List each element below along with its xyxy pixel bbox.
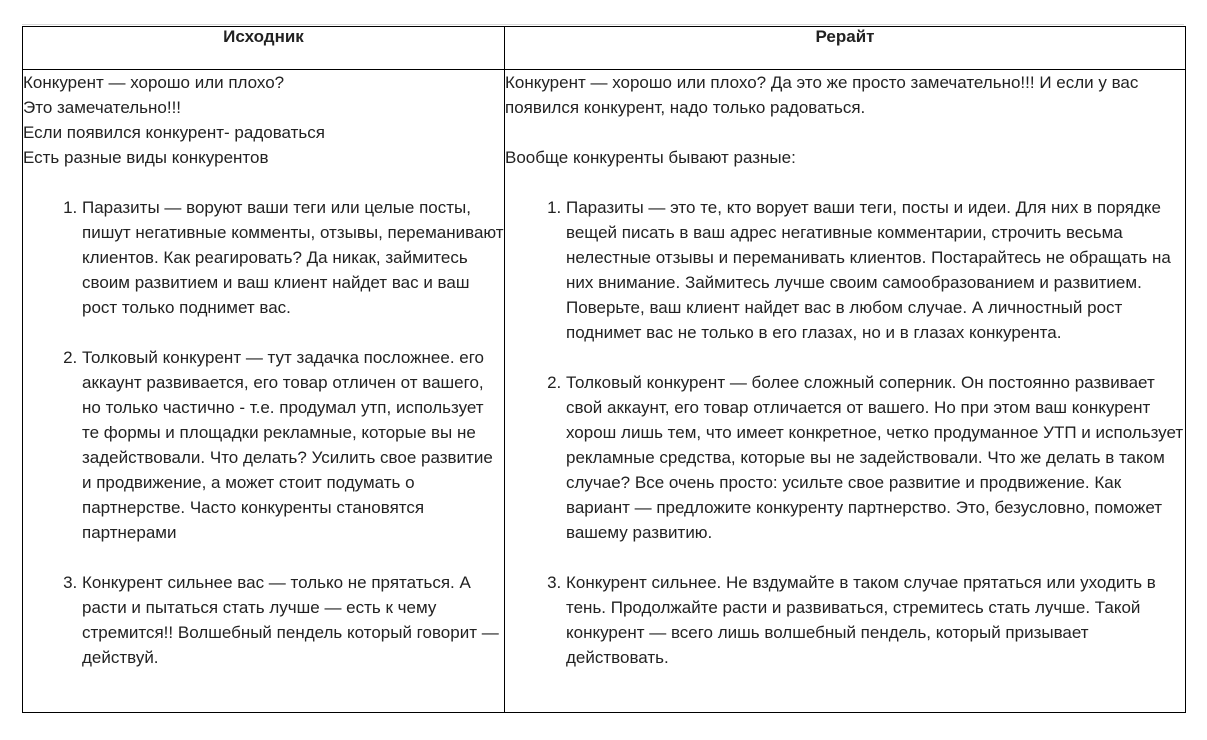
rewrite-cell: [505, 70, 1186, 713]
original-cell: [23, 70, 505, 713]
top-divider: [22, 24, 1184, 25]
original-list: [23, 195, 504, 670]
rewrite-list: [505, 195, 1185, 670]
original-intro-line: Это замечательно!!!: [23, 98, 182, 117]
header-row: [23, 27, 1186, 70]
original-list-item: 2. Толковый конкурент — тут задачка посложнее. его аккаунт развивается, его товар отличен от вашего, но только частично - т.е. продумал утп, использует те формы и площадки рекламные, которые вы не задействовали. Что делать? Усилить свое развитие и продвижение, а может стоит подумать о партнерстве. Часто конкуренты становятся партнерами: [82, 345, 504, 545]
original-intro: [23, 70, 504, 170]
header-rewrite: Рерайт: [505, 27, 1186, 70]
header-original: Исходник: [23, 27, 505, 70]
original-list-item: 3. Конкурент сильнее вас — только не прятаться. А расти и пытаться стать лучше — есть к чему стремится!! Волшебный пендель который говорит — действуй.: [82, 570, 504, 670]
original-intro-line: Если появился конкурент- радоваться: [23, 123, 325, 142]
rewrite-list-item: 1. Паразиты — это те, кто ворует ваши теги, посты и идеи. Для них в порядке вещей писать в ваш адрес негативные комментарии, строчить весьма нелестные отзывы и переманивать клиентов. Постарайтесь не обращать на них внимание. Займитесь лучше своим самообразованием и развитием. Поверьте, ваш клиент найдет вас в любом случае. А личностный рост поднимет вас не только в его глазах, но и в глазах конкурента.: [566, 195, 1185, 345]
rewrite-intro-paragraph: Конкурент — хорошо или плохо? Да это же просто замечательно!!! И если у вас появился конкурент, надо только радоваться.: [505, 73, 1139, 117]
original-list-item: 1. Паразиты — воруют ваши теги или целые посты, пишут негативные комменты, отзывы, переманивают клиентов. Как реагировать? Да никак, займитесь своим развитием и ваш клиент найдет вас и ваш рост только поднимет вас.: [82, 195, 504, 320]
rewrite-list-item: 2. Толковый конкурент — более сложный соперник. Он постоянно развивает свой аккаунт, его товар отличается от вашего. Но при этом ваш конкурент хорош лишь тем, что имеет конкретное, четко продуманное УТП и использует рекламные средства, которые вы не задействовали. Что же делать в таком случае? Все очень просто: усильте свое развитие и продвижение. Как вариант — предложите конкуренту партнерство. Это, безусловно, поможет вашему развитию.: [566, 370, 1185, 545]
original-intro-line: Есть разные виды конкурентов: [23, 148, 269, 167]
rewrite-intro: [505, 70, 1185, 170]
rewrite-intro-paragraph: Вообще конкуренты бывают разные:: [505, 148, 796, 167]
comparison-table: [22, 26, 1186, 713]
content-row: [23, 70, 1186, 713]
original-intro-line: Конкурент — хорошо или плохо?: [23, 73, 285, 92]
rewrite-list-item: 3. Конкурент сильнее. Не вздумайте в таком случае прятаться или уходить в тень. Продолжайте расти и развиваться, стремитесь стать лучше. Такой конкурент — всего лишь волшебный пендель, который призывает действовать.: [566, 570, 1185, 670]
